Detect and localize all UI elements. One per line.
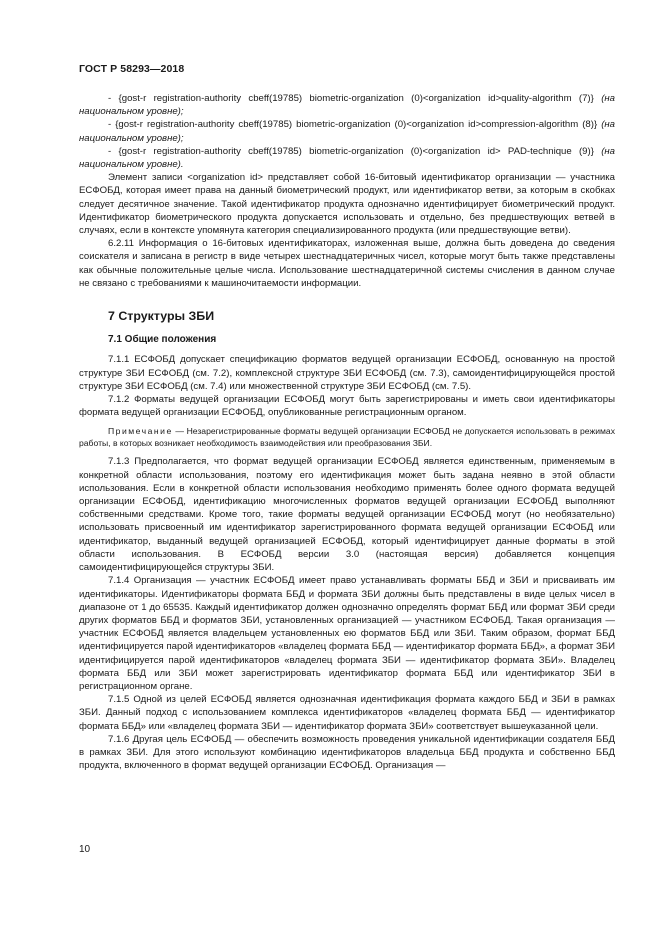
paragraph-7-1-5: 7.1.5 Одной из целей ЕСФОБД является однозначная идентификация формата каждого ББД и ЗБИ в рамках ЗБИ. Данный подход с использованием комплекса идентификаторов «владелец формата ББД — идентификатор формата ББД» или «владелец формата ЗБИ — идентификатор формата ЗБИ» соответствует вышеуказанной цели. <box>79 694 615 732</box>
paragraph-element: Элемент записи <organization id> представляет собой 16-битовый идентификатор организации — участника ЕСФОБД, которая имеет права на данный биометрический продукт, или идентификатор ветви, за которым в скобках следует десятичное значение. Такой идентификатор продукта однозначно идентифицирует биометрический продукт. Идентификатор биометрического продукта допускается использовать и отдельно, без предшествующих ветвей в случаях, если в контексте упомянута категория специализированного продукта (или предшествующие ветви). <box>79 172 615 237</box>
list-item-text: - {gost-r registration-authority cbeff(19785) biometric-organization (0)<organization id>compression-algorithm (8)} <box>108 119 598 131</box>
note <box>79 425 615 449</box>
paragraph-7-1-4: 7.1.4 Организация — участник ЕСФОБД имеет право устанавливать форматы ББД и ЗБИ и присваивать им идентификаторы. Идентификаторы формата ББД и формата ЗБИ должны быть представлены в виде целых чисел в диапазоне от 1 до 65535. Каждый идентификатор должен однозначно определять формат ББД или формат ЗБИ среди других форматов ББД и форматов ЗБИ, установленных организацией — участником ЕСФОБД. Такая организация — участник ЕСФОБД является владельцем установленных ею форматов ББД или ЗБИ. Таким образом, формат ББД идентифицируется парой идентификаторов «владелец формата ББД — идентификатор формата ББД», а формат ЗБИ идентифицируется парой идентификаторов «владелец формата ЗБИ — идентификатор формата ЗБИ». Владелец формата ББД или ЗБИ может зарегистрировать идентификатор формата ББД или идентификатор ЗБИ в регистрационном органе. <box>79 575 615 692</box>
list-item-text: - {gost-r registration-authority cbeff(19785) biometric-organization (0)<organization id>quality-algorithm (7)} <box>108 93 594 104</box>
list-item <box>79 92 615 118</box>
list-item-note: (на национальном уровне); <box>79 93 615 118</box>
paragraph-7-1-1: 7.1.1 ЕСФОБД допускает спецификацию форматов ведущей организации ЕСФОБД, основанную на простой структуре ЗБИ ЕСФОБД (см. 7.2), комплексной структуре ЗБИ ЕСФОБД (см. 7.3), самоидентифицирующейся простой структуре ЗБИ ЕСФОБД (см. 7.4) или множественной структуре ЗБИ ЕСФОБД (см. 7.5). <box>79 354 615 392</box>
paragraph-7-1-3: 7.1.3 Предполагается, что формат ведущей организации ЕСФОБД является единственным, применяемым в конкретной области использования, поэтому его идентификация может быть задана неявно в этой области использования. Если в конкретной области использования необходимо применять более одного формата ведущей организации ЕСФОБД, идентификацию многочисленных форматов ведущей организации ЕСФОБД выполняют собственными средствами. Кроме того, такие форматы ведущей организации ЕСФОБД могут (но необязательно) использовать присвоенный им идентификатор зарегистрированного формата ведущей организации ЕСФОБД или идентификатор, выданный ведущей организацией ЕСФОБД, который идентифицирует данные форматы в этой области использования. В ЕСФОБД версии 3.0 (настоящая версия) добавляется концепция самоидентифицирующейся структуры ЗБИ. <box>79 456 615 574</box>
note-label: Примечание <box>108 426 173 437</box>
section-title: 7 Структуры ЗБИ <box>108 309 215 324</box>
list-item-text: - {gost-r registration-authority cbeff(19785) biometric-organization (0)<organization id> PAD-technique (9)} <box>108 145 594 157</box>
page-number: 10 <box>79 844 91 855</box>
document-header: ГОСТ Р 58293—2018 <box>79 63 185 75</box>
document-body <box>79 92 615 772</box>
paragraph-6-2-11: 6.2.11 Информация о 16-битовых идентификаторах, изложенная выше, должна быть доведена до сведения соискателя и записана в регистр в виде четырех шестнадцатеричных чисел, которые могут быть также представлены как обычные положительные целые числа. Использование шестнадцатеричной системы счисления в данном случае не связано с требованиями к машиночитаемости информации. <box>79 238 615 289</box>
list-item <box>79 118 615 144</box>
paragraph-7-1-6: 7.1.6 Другая цель ЕСФОБД — обеспечить возможность проведения уникальной идентификации создателя ББД в рамках ЗБИ. Для этого используют комбинацию идентификаторов владельца ББД продукта и собственно ББД продукта, включенного в формат ведущей организации ЕСФОБД. Организация — <box>79 733 615 772</box>
list-item-note: (на национальном уровне); <box>79 119 615 144</box>
subsection-title: 7.1 Общие положения <box>108 334 217 346</box>
list-item-note: (на национальном уровне). <box>79 145 615 171</box>
paragraph-7-1-2: 7.1.2 Форматы ведущей организации ЕСФОБД могут быть зарегистрированы и иметь свои идентификаторы формата ведущей организации ЕСФОБД, опубликованные регистрационным органом. <box>79 394 615 419</box>
note-text: — Незарегистрированные форматы ведущей организации ЕСФОБД не допускается использовать в режимах работы, в которых возникает необходимость взаимодействия или преобразования ЗБИ. <box>79 426 615 449</box>
list-item <box>79 145 615 171</box>
